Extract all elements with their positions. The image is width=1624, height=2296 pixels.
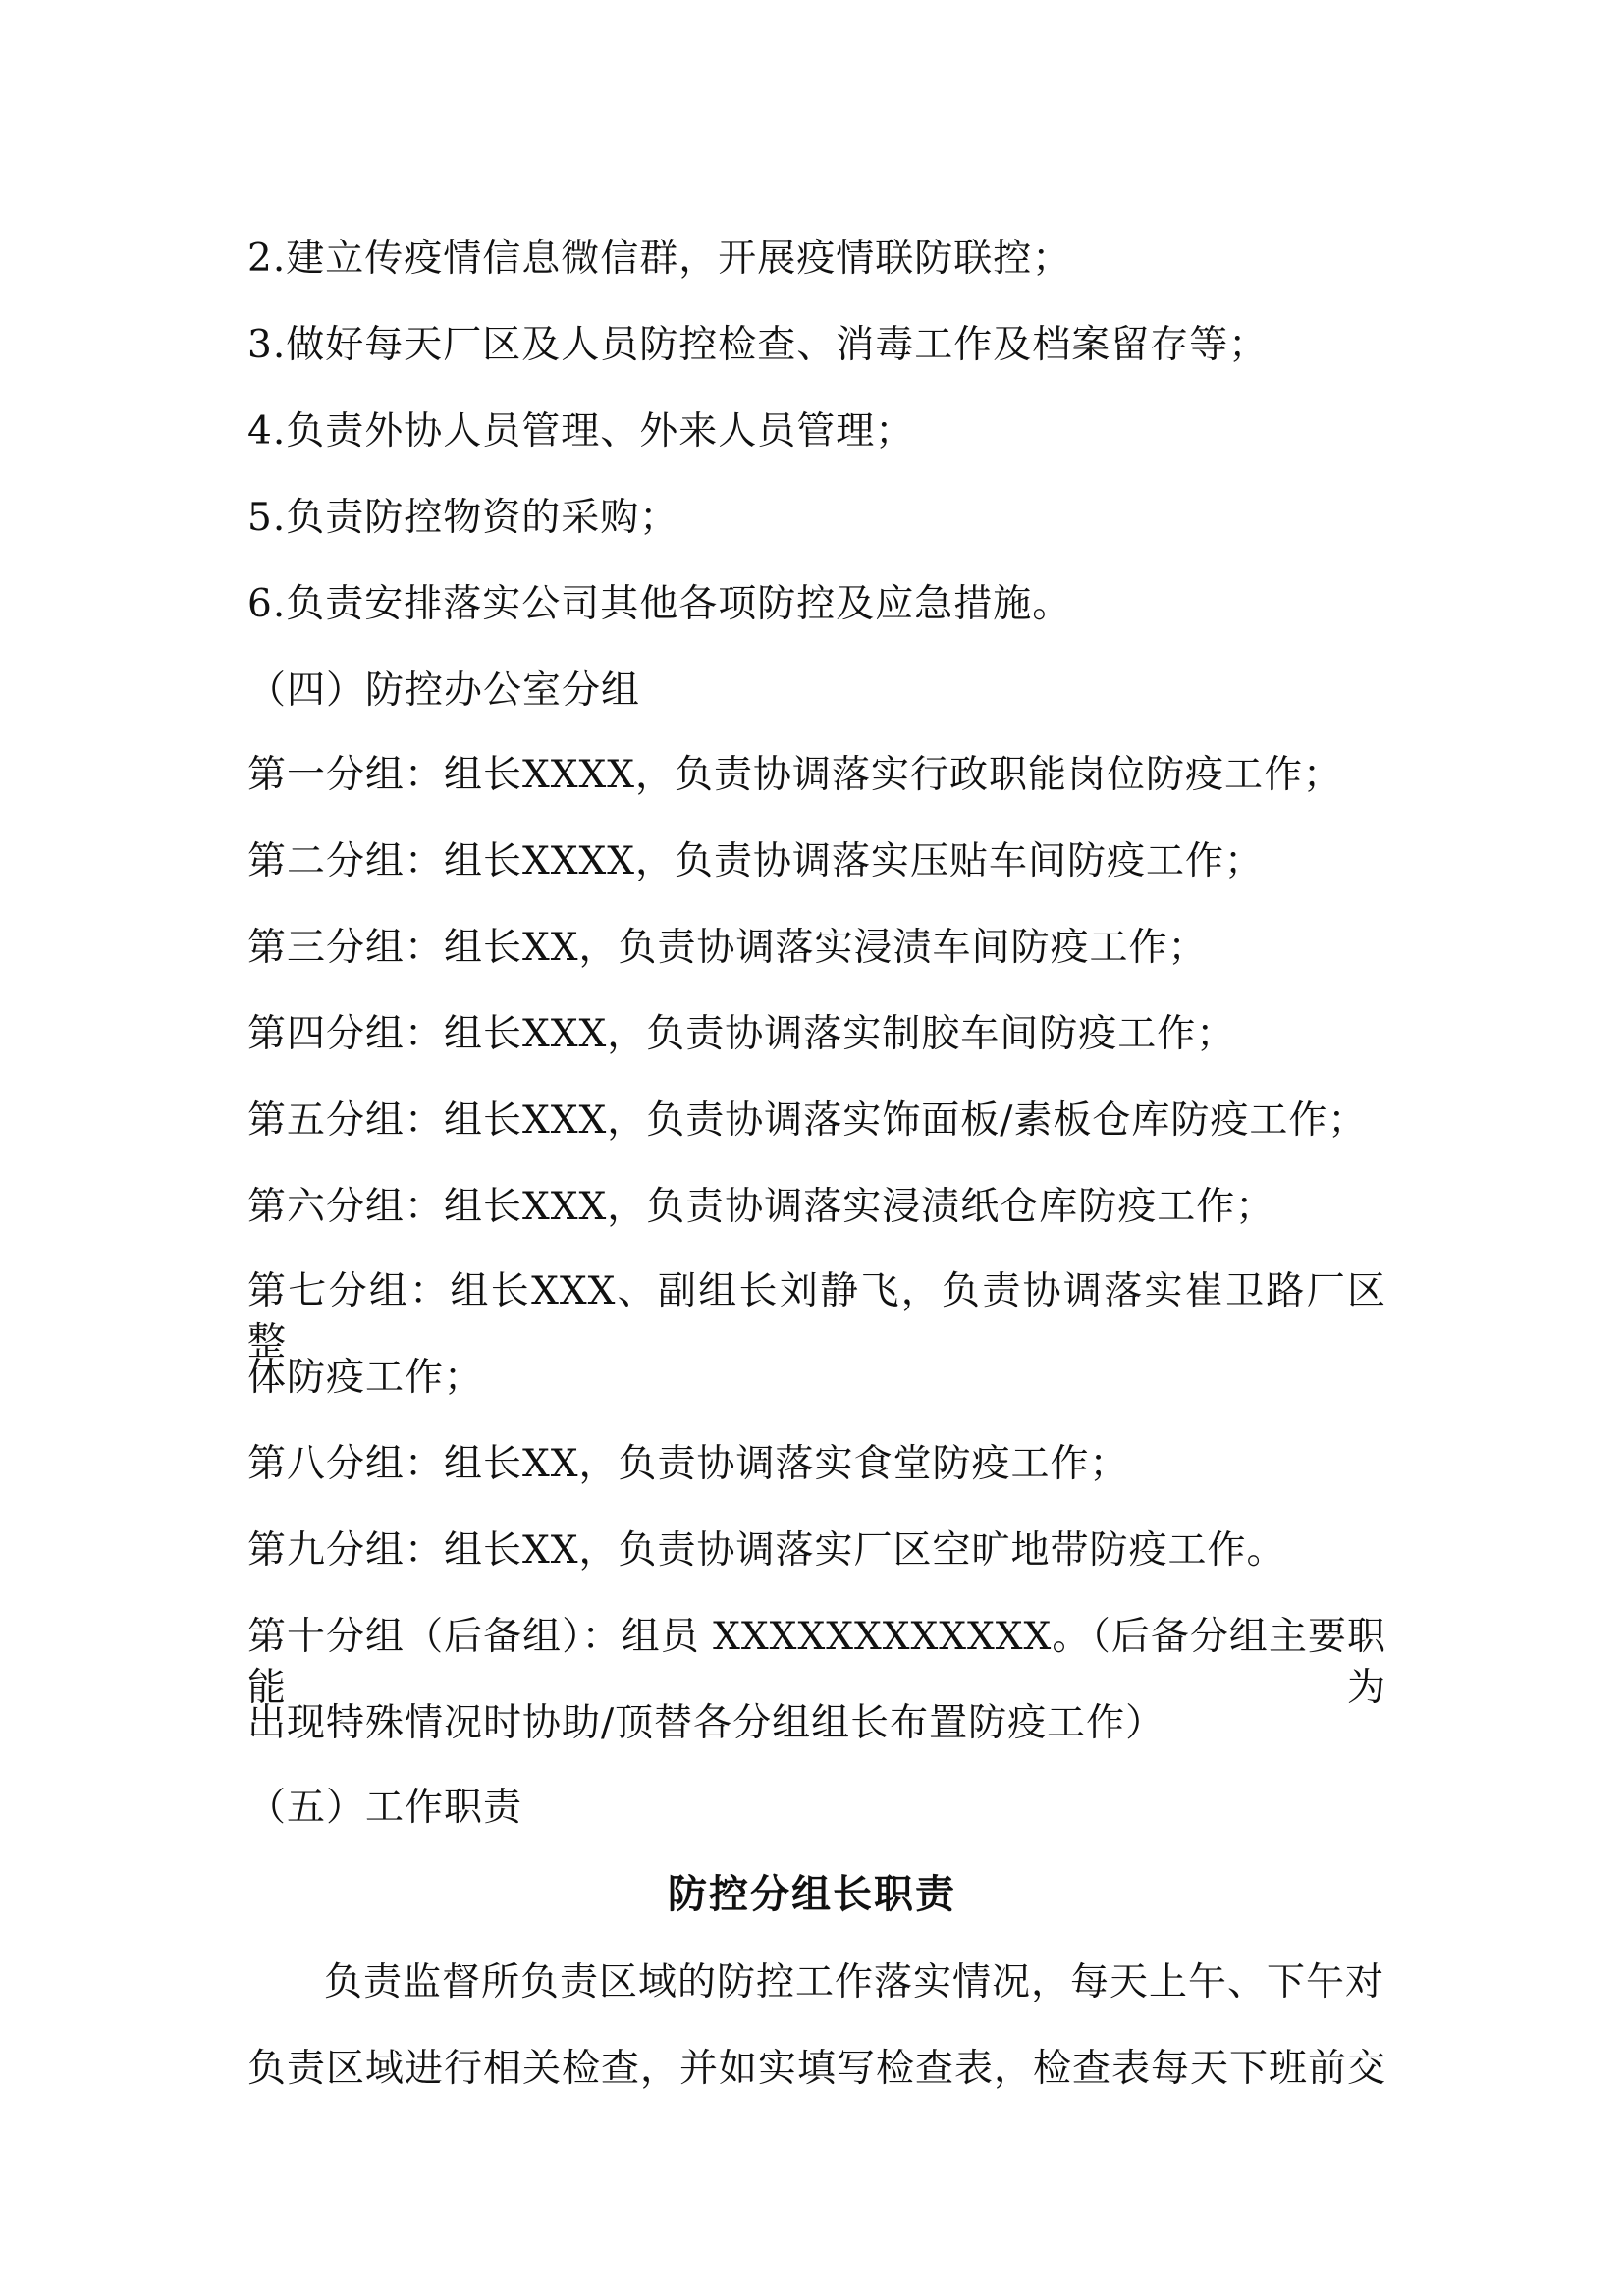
group-4: 第四分组：组长XXX，负责协调落实制胶车间防疫工作； (247, 1012, 1236, 1056)
list-item-4: 4.负责外协人员管理、外来人员管理； (247, 409, 915, 454)
group-10-line-1: 第十分组（后备组）：组员 XXXXXXXXXXXX。（后备分组主要职能为 (247, 1615, 1386, 1710)
group-6: 第六分组：组长XXX，负责协调落实浸渍纸仓库防疫工作； (247, 1185, 1275, 1229)
group-8: 第八分组：组长XX，负责协调落实食堂防疫工作； (247, 1442, 1129, 1486)
group-10-line-2: 出现特殊情况时协助/顶替各分组组长布置防疫工作） (247, 1701, 1165, 1745)
group-3: 第三分组：组长XX，负责协调落实浸渍车间防疫工作； (247, 926, 1208, 970)
list-item-5: 5.负责防控物资的采购； (247, 496, 679, 540)
group-7-line-2: 体防疫工作； (247, 1356, 484, 1400)
duty-heading: 防控分组长职责 (668, 1871, 956, 1917)
group-7-line-1: 第七分组：组长XXX、副组长刘静飞，负责协调落实崔卫路厂区整 (247, 1269, 1386, 1364)
duty-paragraph-line-1: 负责监督所负责区域的防控工作落实情况，每天上午、下午对 (324, 1960, 1385, 2004)
section-five-title: （五）工作职责 (247, 1786, 523, 1830)
section-four-title: （四）防控办公室分组 (247, 668, 641, 713)
group-5: 第五分组：组长XXX，负责协调落实饰面板/素板仓库防疫工作； (247, 1098, 1368, 1143)
group-1: 第一分组：组长XXXX，负责协调落实行政职能岗位防疫工作； (247, 753, 1343, 797)
duty-paragraph-line-2: 负责区域进行相关检查，并如实填写检查表，检查表每天下班前交 (247, 2047, 1387, 2091)
list-item-6: 6.负责安排落实公司其他各项防控及应急措施。 (247, 582, 1072, 626)
list-item-2: 2.建立传疫情信息微信群，开展疫情联防联控； (247, 237, 1072, 281)
list-item-3: 3.做好每天厂区及人员防控检查、消毒工作及档案留存等； (247, 323, 1269, 367)
group-9: 第九分组：组长XX，负责协调落实厂区空旷地带防疫工作。 (247, 1528, 1286, 1573)
group-2: 第二分组：组长XXXX，负责协调落实压贴车间防疫工作； (247, 839, 1265, 883)
